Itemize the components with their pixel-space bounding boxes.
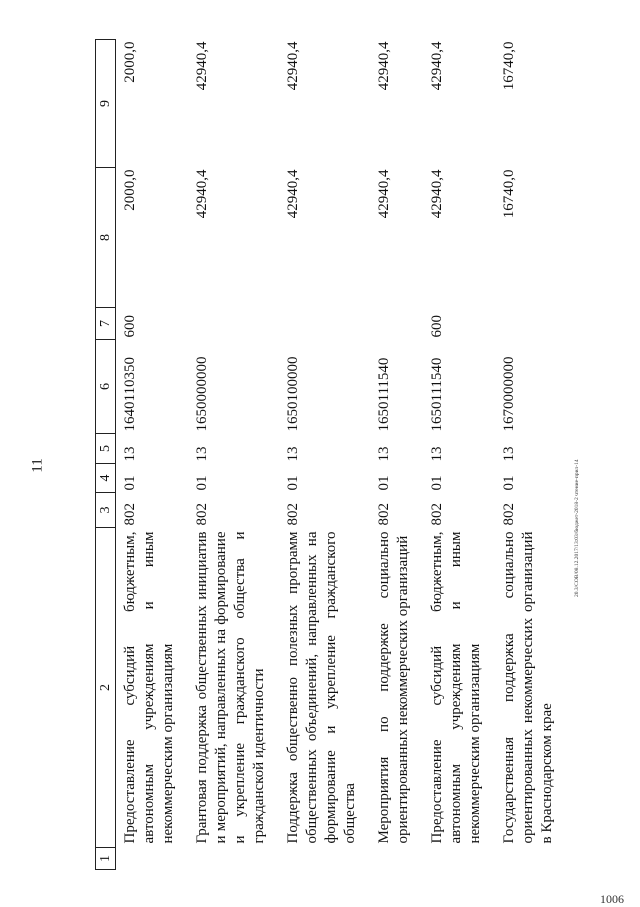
amount-col-9: 2000,0 xyxy=(122,41,138,83)
admin-code: 802 xyxy=(122,503,138,526)
table-row xyxy=(188,40,279,870)
file-reference-note: 20.3/СОВ/08.12.2017/13:03/бюджет-2018-2 чтение-прил-14 xyxy=(574,459,580,597)
target-article-code: 1650100000 xyxy=(285,356,301,432)
subsection-code: 13 xyxy=(376,446,392,462)
section-code: 01 xyxy=(429,475,445,491)
table-row xyxy=(495,40,567,870)
page-number: 11 xyxy=(29,458,46,473)
col-header-9: 9 xyxy=(96,40,116,168)
amount-col-8: 2000,0 xyxy=(122,169,138,211)
amount-col-8: 42940,4 xyxy=(194,169,210,219)
expense-type-code xyxy=(188,308,279,340)
col-header-2: 2 xyxy=(96,528,116,848)
admin-code: 802 xyxy=(376,503,392,526)
row-name: Мероприятия по поддержке социально ориентированных некоммерческих организаций xyxy=(376,531,411,844)
col-header-6: 6 xyxy=(96,340,116,434)
section-code: 01 xyxy=(285,475,301,491)
row-name: Государственная поддержка социально ориентированных некоммерческих организаций в Краснодарском крае xyxy=(501,531,555,844)
subsection-code: 13 xyxy=(501,446,517,462)
expense-type-code xyxy=(279,308,370,340)
target-article-code: 1640110350 xyxy=(122,357,138,432)
subsection-code: 13 xyxy=(194,446,210,462)
subsection-code: 13 xyxy=(122,446,138,462)
subsection-code: 13 xyxy=(429,446,445,462)
target-article-code: 1650000000 xyxy=(194,356,210,432)
amount-col-8: 42940,4 xyxy=(429,169,445,219)
row-name: Грантовая поддержка общественных инициатив и мероприятий, направленных на формирование и укрепление гражданского общества и гражданской идентичности xyxy=(194,531,267,844)
expense-type-code: 600 xyxy=(122,315,138,338)
table-row xyxy=(279,40,370,870)
admin-code: 802 xyxy=(501,503,517,526)
amount-col-9: 42940,4 xyxy=(194,41,210,91)
section-code: 01 xyxy=(122,475,138,491)
admin-code: 802 xyxy=(429,503,445,526)
amount-col-8: 42940,4 xyxy=(376,169,392,219)
target-article-code: 1650111540 xyxy=(429,357,445,432)
amount-col-9: 42940,4 xyxy=(376,41,392,91)
row-name: Предоставление субсидий бюджетным, автономным учреждениям и иным некоммерческим организациям xyxy=(122,531,176,844)
section-code: 01 xyxy=(376,475,392,491)
target-article-code: 1670000000 xyxy=(501,356,517,432)
rotated-table-wrapper xyxy=(95,40,555,870)
amount-col-8: 16740,0 xyxy=(501,169,517,219)
amount-col-9: 42940,4 xyxy=(429,41,445,91)
amount-col-9: 16740,0 xyxy=(501,41,517,91)
budget-table xyxy=(95,39,567,870)
row-name: Предоставление субсидий бюджетным, автономным учреждениям и иным некоммерческим организациям xyxy=(429,531,483,844)
column-number-row xyxy=(96,40,116,870)
admin-code: 802 xyxy=(194,503,210,526)
table-row xyxy=(370,40,423,870)
amount-col-9: 42940,4 xyxy=(285,41,301,91)
col-header-7: 7 xyxy=(96,308,116,340)
expense-type-code xyxy=(495,308,567,340)
table-row xyxy=(116,40,189,870)
subsection-code: 13 xyxy=(285,446,301,462)
amount-col-8: 42940,4 xyxy=(285,169,301,219)
target-article-code: 1650111540 xyxy=(376,357,392,432)
admin-code: 802 xyxy=(285,503,301,526)
col-header-1: 1 xyxy=(96,848,116,870)
col-header-8: 8 xyxy=(96,168,116,308)
row-name: Поддержка общественно полезных программ общественных объединений, направленных на формирование и укрепление гражданского общества xyxy=(285,531,358,844)
expense-type-code xyxy=(370,308,423,340)
expense-type-code: 600 xyxy=(429,315,445,338)
table-row xyxy=(423,40,495,870)
section-code: 01 xyxy=(194,475,210,491)
col-header-5: 5 xyxy=(96,434,116,464)
section-code: 01 xyxy=(501,475,517,491)
corner-number: 1006 xyxy=(600,892,624,906)
col-header-3: 3 xyxy=(96,493,116,528)
col-header-4: 4 xyxy=(96,464,116,493)
